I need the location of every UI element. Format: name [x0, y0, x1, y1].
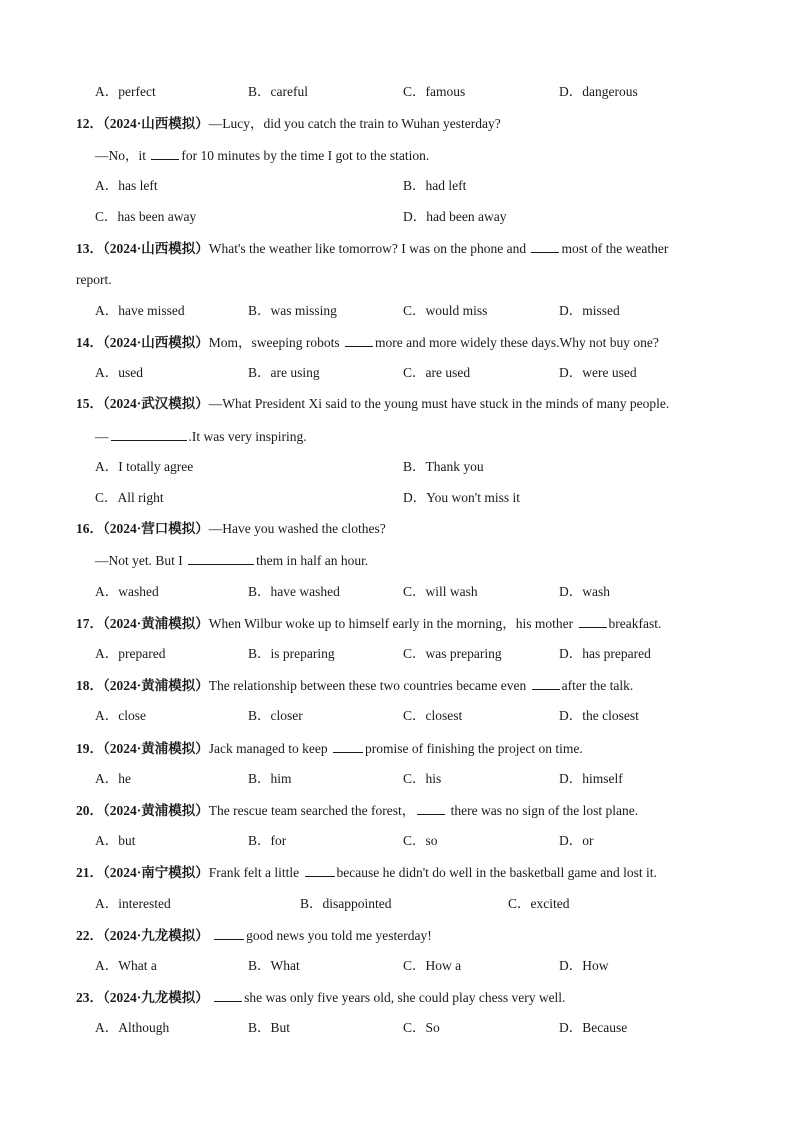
q14-option-c[interactable]: C．are used: [403, 365, 471, 380]
q15-option-b[interactable]: B．Thank you: [403, 459, 484, 474]
question-text: most of the weather: [561, 241, 669, 256]
answer-blank: [188, 551, 254, 565]
question-number: 16．: [76, 521, 103, 536]
q14-stem: [76, 333, 659, 352]
question-text: more and more widely these days.Why not buy one?: [375, 335, 659, 350]
q13-option-b[interactable]: B．was missing: [248, 303, 337, 318]
question-text: —What President Xi said to the young must have stuck in the minds of many people.: [208, 396, 670, 411]
question-text: Frank felt a little: [208, 865, 300, 880]
q14-option-d[interactable]: D．were used: [559, 365, 637, 380]
question-text: —Lucy，did you catch the train to Wuhan yesterday?: [208, 116, 501, 131]
question-text: promise of finishing the project on time.: [364, 741, 583, 756]
q19-option-c[interactable]: C．his: [403, 771, 442, 786]
q14-option-b[interactable]: B．are using: [248, 365, 320, 380]
q22-option-a[interactable]: A．What a: [95, 958, 157, 973]
q11-option-c[interactable]: C．famous: [403, 84, 466, 99]
q13-option-c[interactable]: C．would miss: [403, 303, 488, 318]
q23-option-b[interactable]: B．But: [248, 1020, 291, 1035]
question-number: 18．: [76, 678, 103, 693]
q16-option-c[interactable]: C．will wash: [403, 584, 478, 599]
q17-option-a[interactable]: A．prepared: [95, 646, 166, 661]
question-text: after the talk.: [561, 678, 634, 693]
question-source: （2024·九龙模拟）: [103, 990, 209, 1005]
question-text: Mom，sweeping robots: [208, 335, 340, 350]
q16-option-d[interactable]: D．wash: [559, 584, 610, 599]
question-number: 13．: [76, 241, 103, 256]
question-source: （2024·黄浦模拟）: [103, 741, 209, 756]
question-number: 23．: [76, 990, 103, 1005]
q18-option-d[interactable]: D．the closest: [559, 708, 639, 723]
q18-option-a[interactable]: A．close: [95, 708, 146, 723]
question-source: （2024·南宁模拟）: [103, 865, 209, 880]
q17-option-d[interactable]: D．has prepared: [559, 646, 651, 661]
q17-option-c[interactable]: C．was preparing: [403, 646, 502, 661]
question-source: （2024·山西模拟）: [103, 335, 209, 350]
q22-option-b[interactable]: B．What: [248, 958, 300, 973]
q12-option-a[interactable]: A．has left: [95, 178, 158, 193]
q16-option-a[interactable]: A．washed: [95, 584, 159, 599]
question-number: 19．: [76, 741, 103, 756]
q19-option-a[interactable]: A．he: [95, 771, 131, 786]
question-text: The rescue team searched the forest，: [208, 803, 416, 818]
q12-option-c[interactable]: C．has been away: [95, 209, 197, 224]
q19-option-b[interactable]: B．him: [248, 771, 292, 786]
question-number: 20．: [76, 803, 103, 818]
dialog-text: —: [95, 429, 109, 444]
q18-stem: [76, 676, 633, 695]
answer-blank: [111, 427, 187, 441]
q13-stem: [76, 239, 668, 258]
answer-blank: [531, 239, 559, 253]
dialog-text: for 10 minutes by the time I got to the station.: [181, 148, 430, 163]
q16-option-b[interactable]: B．have washed: [248, 584, 340, 599]
q20-option-c[interactable]: C．so: [403, 833, 438, 848]
q18-option-c[interactable]: C．closest: [403, 708, 463, 723]
q21-option-b[interactable]: B．disappointed: [300, 896, 392, 911]
q22-option-c[interactable]: C．How a: [403, 958, 462, 973]
question-source: （2024·九龙模拟）: [103, 928, 209, 943]
question-text: Jack managed to keep: [208, 741, 328, 756]
question-text: When Wilbur woke up to himself early in the morning，his mother: [208, 616, 574, 631]
answer-blank: [151, 146, 179, 160]
answer-blank: [532, 676, 560, 690]
q15-option-d[interactable]: D．You won't miss it: [403, 490, 520, 505]
dialog-text: —Not yet. But I: [95, 553, 183, 568]
q18-option-b[interactable]: B．closer: [248, 708, 303, 723]
question-text: What's the weather like tomorrow? I was on the phone and: [208, 241, 527, 256]
q23-option-a[interactable]: A．Although: [95, 1020, 170, 1035]
q23-stem: [76, 988, 565, 1007]
q22-option-d[interactable]: D．How: [559, 958, 609, 973]
answer-blank: [214, 926, 244, 940]
q20-stem: [76, 801, 638, 820]
q23-option-d[interactable]: D．Because: [559, 1020, 628, 1035]
question-text: —Have you washed the clothes?: [208, 521, 386, 536]
question-source: （2024·营口模拟）: [103, 521, 209, 536]
q21-option-c[interactable]: C．excited: [508, 896, 570, 911]
q13-stem-continued: report.: [76, 272, 112, 287]
q19-option-d[interactable]: D．himself: [559, 771, 623, 786]
q17-stem: [76, 614, 661, 633]
q16-stem: [76, 520, 386, 538]
question-source: （2024·黄浦模拟）: [103, 616, 209, 631]
question-number: 17．: [76, 616, 103, 631]
answer-blank: [305, 863, 335, 877]
question-source: （2024·黄浦模拟）: [103, 678, 209, 693]
q20-option-d[interactable]: D．or: [559, 833, 594, 848]
question-text: good news you told me yesterday!: [246, 928, 432, 943]
question-number: 21．: [76, 865, 103, 880]
q21-stem: [76, 863, 657, 882]
question-source: （2024·山西模拟）: [103, 116, 209, 131]
answer-blank: [345, 333, 373, 347]
q22-stem: [76, 926, 432, 945]
q11-option-a[interactable]: A．perfect: [95, 84, 156, 99]
answer-blank: [333, 739, 363, 753]
q16-dialog-line: [95, 551, 368, 570]
q14-option-a[interactable]: A．used: [95, 365, 143, 380]
dialog-text: —No，it: [95, 148, 147, 163]
question-text: because he didn't do well in the basketball game and lost it.: [336, 865, 657, 880]
answer-blank: [214, 988, 242, 1002]
answer-blank: [579, 614, 607, 628]
dialog-text: .It was very inspiring.: [188, 429, 307, 444]
question-text: there was no sign of the lost plane.: [450, 803, 639, 818]
q20-option-a[interactable]: A．but: [95, 833, 136, 848]
dialog-text: them in half an hour.: [256, 553, 369, 568]
q23-option-c[interactable]: C．So: [403, 1020, 440, 1035]
question-text: she was only five years old, she could play chess very well.: [244, 990, 566, 1005]
question-text: The relationship between these two countries became even: [208, 678, 527, 693]
question-text: breakfast.: [608, 616, 662, 631]
q15-dialog-line: [95, 427, 307, 446]
question-number: 15．: [76, 396, 103, 411]
q12-option-b[interactable]: B．had left: [403, 178, 467, 193]
q11-option-d[interactable]: D．dangerous: [559, 84, 638, 99]
q11-option-b[interactable]: B．careful: [248, 84, 308, 99]
q15-option-c[interactable]: C．All right: [95, 490, 164, 505]
question-number: 12．: [76, 116, 103, 131]
question-source: （2024·山西模拟）: [103, 241, 209, 256]
answer-blank: [417, 801, 445, 815]
q20-option-b[interactable]: B．for: [248, 833, 287, 848]
question-number: 22．: [76, 928, 103, 943]
question-source: （2024·黄浦模拟）: [103, 803, 209, 818]
q21-option-a[interactable]: A．interested: [95, 896, 171, 911]
question-number: 14．: [76, 335, 103, 350]
q13-option-a[interactable]: A．have missed: [95, 303, 185, 318]
q17-option-b[interactable]: B．is preparing: [248, 646, 335, 661]
q12-option-d[interactable]: D．had been away: [403, 209, 507, 224]
q12-dialog-line: [95, 146, 429, 165]
q15-option-a[interactable]: A．I totally agree: [95, 459, 194, 474]
q19-stem: [76, 739, 583, 758]
q15-stem: [76, 395, 669, 413]
q12-stem: [76, 115, 501, 133]
question-source: （2024·武汉模拟）: [103, 396, 209, 411]
q13-option-d[interactable]: D．missed: [559, 303, 620, 318]
